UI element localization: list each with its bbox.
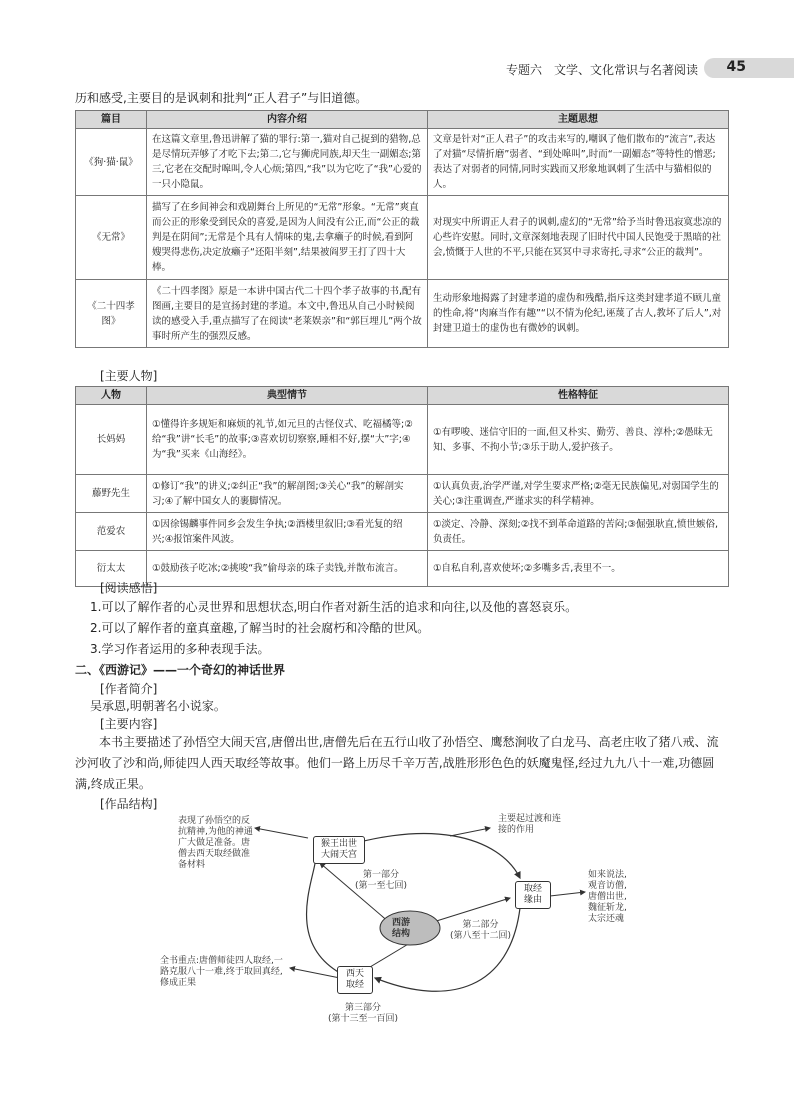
table-header: 主题思想 bbox=[428, 111, 729, 129]
arrow-note-bottom-left bbox=[290, 968, 340, 978]
table-row bbox=[76, 129, 729, 196]
structure-diagram bbox=[160, 808, 630, 1033]
note-bottom-left: 全书重点:唐僧师徒四人取经,一路克服八十一难,终于取回真经,修成正果 bbox=[160, 956, 283, 988]
xiyouji-heading: 二、《西游记》——一个奇幻的神话世界 bbox=[75, 663, 286, 677]
page-number: 45 bbox=[726, 59, 746, 75]
table-row bbox=[76, 405, 729, 475]
table-cell: 在这篇文章里,鲁迅讲解了猫的罪行:第一,猫对自己捉到的猎物,总是尽情玩弄够了才吃下去;第二,它与狮虎同族,却天生一副媚态;第三,它老在交配时嗥叫,令人心烦;第四,“我”以为它吃了“我”心爱的一只小隐鼠。 bbox=[147, 129, 428, 196]
table-cell: ①鼓励孩子吃冰;②挑唆“我”偷母亲的珠子卖钱,并散布流言。 bbox=[147, 551, 428, 587]
box-bottom: 西天 取经 bbox=[337, 966, 373, 994]
table-header: 典型情节 bbox=[147, 387, 428, 405]
table-cell: ①认真负责,治学严谨,对学生要求严格;②毫无民族偏见,对弱国学生的关心;③注重调查,严谨求实的科学精神。 bbox=[428, 475, 729, 513]
table-row bbox=[76, 551, 729, 587]
header-title: 专题六 文学、文化常识与名著阅读 bbox=[505, 63, 698, 77]
table-cell: 文章是针对“正人君子”的攻击来写的,嘲讽了他们散布的“流言”,表达了对猫“尽情折磨”弱者、“到处嗥叫”,时而“一副媚态”等特性的憎恶;表达了对弱者的同情,同时实践而又形象地讽刺了生活中与猫相似的人。 bbox=[428, 129, 729, 196]
characters-table bbox=[75, 386, 729, 587]
table-cell: ①因徐锡麟事件同乡会发生争执;②酒楼里叙旧;③看光复的绍兴;④报馆案件风波。 bbox=[147, 513, 428, 551]
table-cell: ①修订“我”的讲义;②纠正“我”的解剖图;③关心“我”的解剖实习;④了解中国女人的裹脚情况。 bbox=[147, 475, 428, 513]
table-header: 人物 bbox=[76, 387, 147, 405]
box-right: 取经 缘由 bbox=[515, 881, 551, 909]
note-top-left: 表现了孙悟空的反抗精神,为他的神通广大做足准备。唐僧去西天取经做准备材料 bbox=[178, 816, 253, 870]
page-header bbox=[0, 58, 794, 80]
header-page-tab bbox=[704, 58, 794, 78]
label-part3: 第三部分 (第十三至一百回) bbox=[328, 1003, 399, 1024]
table-cell: ①淡定、冷静、深刻;②找不到革命道路的苦闷;③倔强耿直,愤世嫉俗,负责任。 bbox=[428, 513, 729, 551]
box-top: 猴王出世 大闹天宫 bbox=[313, 836, 365, 864]
section-title-content: [主要内容] bbox=[100, 717, 158, 731]
reading-item: 2.可以了解作者的童真童趣,了解当时的社会腐朽和冷酷的世风。 bbox=[90, 621, 430, 635]
table-cell: 对现实中所谓正人君子的讽刺,虚幻的“无常”给予当时鲁迅寂寞悲凉的心些许安慰。同时,文章深刻地表现了旧时代中国人民饱受于黑暗的社会,愤慨于人世的不平,只能在冥冥中寻求寄托,寻求“公正的裁判”。 bbox=[428, 196, 729, 280]
arc-bottom-left bbox=[307, 856, 340, 973]
intro-text: 历和感受,主要目的是讽刺和批判“正人君子”与旧道德。 bbox=[75, 91, 368, 105]
reading-item: 3.学习作者运用的多种表现手法。 bbox=[90, 642, 270, 656]
label-part1: 第一部分 (第一至七回) bbox=[355, 870, 408, 891]
arrow-note-right bbox=[550, 892, 585, 896]
table-cell: 《二十四孝图》 bbox=[76, 280, 147, 348]
works-table bbox=[75, 110, 729, 348]
table-row bbox=[76, 475, 729, 513]
section-title-characters: [主要人物] bbox=[100, 369, 158, 383]
table-cell: 藤野先生 bbox=[76, 475, 147, 513]
table-header: 篇目 bbox=[76, 111, 147, 129]
table-cell: ①自私自利,喜欢使坏;②多嘴多舌,表里不一。 bbox=[428, 551, 729, 587]
section-title-reading: [阅读感悟] bbox=[100, 581, 158, 595]
table-cell: 描写了在乡间神会和戏剧舞台上所见的“无常”形象。“无常”爽直而公正的形象受到民众的喜爱,是因为人间没有公正,而“公正的裁判是在阴间”;无常是个具有人情味的鬼,去拿癞子的时候,看到阿嫂哭得悲伤,决定放癞子“还阳半刻”,结果被阎罗王打了四十大棒。 bbox=[147, 196, 428, 280]
arrow-note-top-right bbox=[450, 828, 490, 836]
reading-item: 1.可以了解作者的心灵世界和思想状态,明白作者对新生活的追求和向往,以及他的喜怒哀乐。 bbox=[90, 600, 578, 614]
section-title-author: [作者简介] bbox=[100, 682, 158, 696]
table-row bbox=[76, 280, 729, 348]
arrow-note-top-left bbox=[255, 828, 308, 838]
table-row bbox=[76, 196, 729, 280]
table-header-row bbox=[76, 387, 729, 405]
table-cell: 《狗·猫·鼠》 bbox=[76, 129, 147, 196]
table-cell: 生动形象地揭露了封建孝道的虚伪和残酷,指斥这类封建孝道不顾儿童的性命,将“肉麻当作有趣”“以不情为伦纪,诬蔑了古人,教坏了后人”,对封建卫道士的虚伪也有微妙的讽刺。 bbox=[428, 280, 729, 348]
section-title-structure: [作品结构] bbox=[100, 797, 158, 811]
table-header: 内容介绍 bbox=[147, 111, 428, 129]
note-right: 如来说法,观音访僧,唐僧出世,魏征斩龙,太宗还魂 bbox=[588, 870, 627, 924]
table-row bbox=[76, 513, 729, 551]
table-cell: 《二十四孝图》原是一本讲中国古代二十四个孝子故事的书,配有图画,主要目的是宣扬封建的孝道。本文中,鲁迅从自己小时候阅读的感受入手,重点描写了在阅读“老莱娱亲”和“郭巨埋儿”两个故事时所产生的强烈反感。 bbox=[147, 280, 428, 348]
table-cell: ①有啰唆、迷信守旧的一面,但又朴实、勤劳、善良、淳朴;②愚昧无知、多事、不拘小节;③乐于助人,爱护孩子。 bbox=[428, 405, 729, 475]
table-cell: 《无常》 bbox=[76, 196, 147, 280]
table-cell: ①懂得许多规矩和麻烦的礼节,如元旦的古怪仪式、吃福橘等;②给“我”讲“长毛”的故事;③喜欢切切察察,睡相不好,摆“大”字;④为“我”买来《山海经》。 bbox=[147, 405, 428, 475]
table-cell: 长妈妈 bbox=[76, 405, 147, 475]
table-cell: 范爱农 bbox=[76, 513, 147, 551]
content-text: 本书主要描述了孙悟空大闹天宫,唐僧出世,唐僧先后在五行山收了孙悟空、鹰愁涧收了白龙马、高老庄收了猪八戒、流沙河收了沙和尚,师徒四人西天取经等故事。他们一路上历尽千辛万苦,战胜形形色色的妖魔鬼怪,经过九九八十一难,功德圆满,终成正果。 bbox=[75, 735, 719, 791]
center-label: 西游 结构 bbox=[392, 918, 411, 939]
label-part2: 第二部分 (第八至十二回) bbox=[450, 920, 512, 941]
table-cell: 衍太太 bbox=[76, 551, 147, 587]
table-header-row bbox=[76, 111, 729, 129]
note-top-right: 主要起过渡和连接的作用 bbox=[498, 814, 562, 835]
table-header: 性格特征 bbox=[428, 387, 729, 405]
author-text: 吴承恩,明朝著名小说家。 bbox=[90, 699, 226, 713]
